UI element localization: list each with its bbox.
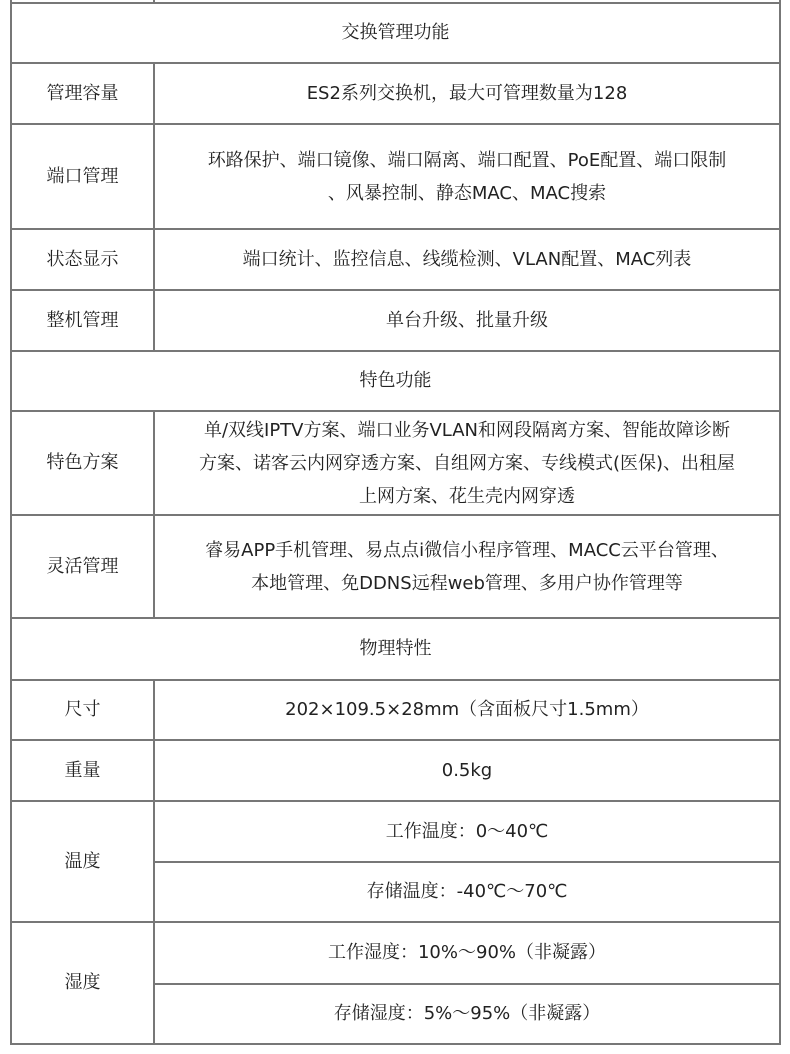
value-line: 环路保护、端口镜像、端口隔离、端口配置、PoE配置、端口限制: [207, 149, 727, 171]
table-row: [11, 124, 780, 229]
table-row: [11, 63, 780, 124]
row-label: 重量: [11, 740, 154, 801]
row-label: 端口管理: [11, 124, 154, 229]
table-row: [11, 411, 780, 515]
value-line: 、风暴控制、静态MAC、MAC搜索: [327, 182, 607, 204]
spec-table-frame: [10, 0, 781, 1045]
value-line: 睿易APP手机管理、易点点i微信小程序管理、MACC云平台管理、: [205, 539, 729, 561]
section-title-switch-management: 交换管理功能: [11, 3, 780, 63]
row-value: 端口统计、监控信息、线缆检测、VLAN配置、MAC列表: [154, 229, 780, 290]
section-header-row: [11, 3, 780, 63]
row-value: 存储温度：-40℃～70℃: [154, 862, 780, 922]
table-row: [11, 801, 780, 862]
row-value: [154, 515, 780, 618]
section-header-row: [11, 351, 780, 411]
table-row: [11, 680, 780, 740]
row-value: [154, 124, 780, 229]
row-value: 存储湿度：5%～95%（非凝露）: [154, 984, 780, 1044]
section-title-special-features: 特色功能: [11, 351, 780, 411]
row-value: 工作湿度：10%～90%（非凝露）: [154, 922, 780, 984]
row-label: 管理容量: [11, 63, 154, 124]
row-label: 温度: [11, 801, 154, 922]
value-line: 方案、诺客云内网穿透方案、自组网方案、专线模式(医保)、出租屋: [198, 452, 736, 474]
row-value: 202×109.5×28mm（含面板尺寸1.5mm）: [154, 680, 780, 740]
value-line: 上网方案、花生壳内网穿透: [359, 485, 575, 507]
value-line: 单/双线IPTV方案、端口业务VLAN和网段隔离方案、智能故障诊断: [203, 419, 731, 441]
table-row: [11, 290, 780, 351]
row-value: 工作温度：0～40℃: [154, 801, 780, 862]
row-label: 整机管理: [11, 290, 154, 351]
spec-table: [10, 0, 781, 1045]
row-value: ES2系列交换机，最大可管理数量为128: [154, 63, 780, 124]
value-line: 本地管理、免DDNS远程web管理、多用户协作管理等: [251, 572, 683, 594]
table-row: [11, 515, 780, 618]
table-row: [11, 229, 780, 290]
row-label: 灵活管理: [11, 515, 154, 618]
row-value: 0.5kg: [154, 740, 780, 801]
table-row: [11, 740, 780, 801]
row-label: 状态显示: [11, 229, 154, 290]
section-title-physical-specs: 物理特性: [11, 618, 780, 680]
section-header-row: [11, 618, 780, 680]
row-label: 湿度: [11, 922, 154, 1044]
row-label: 特色方案: [11, 411, 154, 515]
row-value: [154, 411, 780, 515]
table-row: [11, 922, 780, 984]
row-value: 单台升级、批量升级: [154, 290, 780, 351]
row-label: 尺寸: [11, 680, 154, 740]
